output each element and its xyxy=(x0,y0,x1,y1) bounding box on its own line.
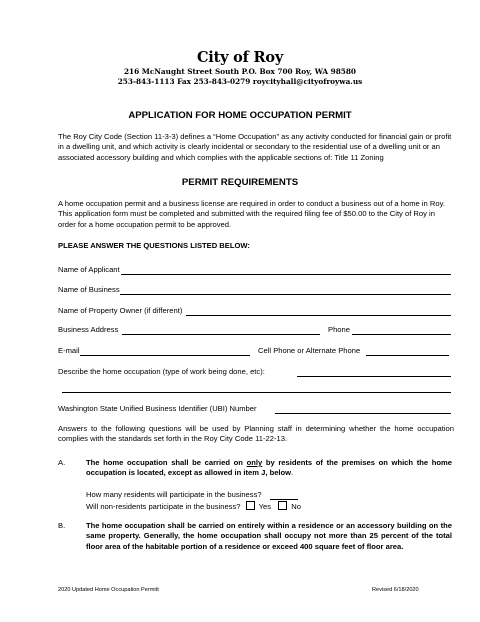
describe-occupation-label: Describe the home occupation (type of work being done, etc): xyxy=(58,367,265,376)
form-title: APPLICATION FOR HOME OCCUPATION PERMIT xyxy=(128,110,352,121)
ubi-input[interactable] xyxy=(275,413,451,414)
applicant-name-label: Name of Applicant xyxy=(58,265,120,274)
residents-question xyxy=(86,490,262,499)
org-name: City of Roy xyxy=(196,49,284,66)
describe-occupation-field xyxy=(58,367,452,376)
no-label: No xyxy=(291,502,301,511)
item-a-text-end: by residents of the premises on which the home occupation is located, except as allowed in item J, below xyxy=(86,458,452,478)
business-name-label: Name of Business xyxy=(58,285,120,294)
contact-line: 253-843-1113 Fax 253-843-0279 roycityhall@cityofroywa.us xyxy=(117,77,363,86)
business-name-input[interactable] xyxy=(120,294,451,295)
property-owner-label: Name of Property Owner (if different) xyxy=(58,306,183,315)
requirements-heading: PERMIT REQUIREMENTS xyxy=(181,177,299,188)
yes-label: Yes xyxy=(258,502,271,511)
item-a-emphasis: only xyxy=(246,458,263,467)
answers-paragraph: Answers to the following questions will be used by Planning staff in determining whether the home occupation complies with the standards set forth in the Roy City Code 11-22-13. xyxy=(58,424,454,444)
intro-paragraph: The Roy City Code (Section 11-3-3) defines a “Home Occupation” as any activity conducted for financial gain or profit in a dwelling unit, and which activity is clearly incidental or secondary to the residential use of a dwelling unit or an associated accessory building and which complies with the applicable sections of: Title 11 Zoning xyxy=(58,132,452,162)
applicant-name-field xyxy=(58,265,452,274)
address-line: 216 McNaught Street South P.O. Box 700 Roy, WA 98580 xyxy=(123,67,357,76)
property-owner-input[interactable] xyxy=(186,315,451,316)
property-owner-field xyxy=(58,306,452,315)
questions-heading: PLEASE ANSWER THE QUESTIONS LISTED BELOW: xyxy=(58,241,250,250)
email-input[interactable] xyxy=(80,355,250,356)
describe-occupation-input-line-2[interactable] xyxy=(62,392,451,393)
business-address-label: Business Address xyxy=(58,325,119,334)
nonresidents-question-label: Will non-residents participate in the business? xyxy=(86,502,241,511)
nonresidents-question xyxy=(86,501,301,511)
business-address-input[interactable] xyxy=(122,334,320,335)
applicant-name-input[interactable] xyxy=(121,274,451,275)
item-a-text xyxy=(86,458,452,479)
footer-right: Revised 6/18/2020 xyxy=(372,587,419,593)
cell-phone-input[interactable] xyxy=(366,355,449,356)
ubi-label: Washington State Unified Business Identifier (UBI) Number xyxy=(58,404,257,413)
item-a-end-punct: . xyxy=(291,468,294,478)
item-b-letter: B. xyxy=(58,521,66,530)
phone-input[interactable] xyxy=(352,334,451,335)
cell-phone-label: Cell Phone or Alternate Phone xyxy=(258,346,361,355)
requirements-paragraph: A home occupation permit and a business license are required in order to conduct a business out of a home in Roy. This application form must be completed and submitted with the required filing fee of $50.00 to the City of Roy in order for a home occupation permit to be approved. xyxy=(58,199,445,229)
phone-label: Phone xyxy=(328,325,350,334)
item-b-text: The home occupation shall be carried on entirely within a residence or an accessory building on the same property. Generally, the home occupation shall occupy not more than 25 percent of the total floor area of the habitable portion of a residence or exceed 400 square feet of floor area. xyxy=(86,521,452,551)
ubi-field xyxy=(58,404,452,413)
footer-left: 2020 Updated Home Occupation Permitt xyxy=(58,587,159,593)
business-name-field xyxy=(58,285,452,294)
email-label: E-mail xyxy=(58,346,80,355)
item-a-letter: A. xyxy=(58,458,66,467)
yes-checkbox[interactable] xyxy=(246,501,255,510)
describe-occupation-input[interactable] xyxy=(297,376,451,377)
residents-question-label: How many residents will participate in the business? xyxy=(86,490,262,499)
residents-count-input[interactable] xyxy=(270,499,298,500)
item-a-text-start: The home occupation shall be carried on xyxy=(86,458,247,467)
no-checkbox[interactable] xyxy=(278,501,287,510)
